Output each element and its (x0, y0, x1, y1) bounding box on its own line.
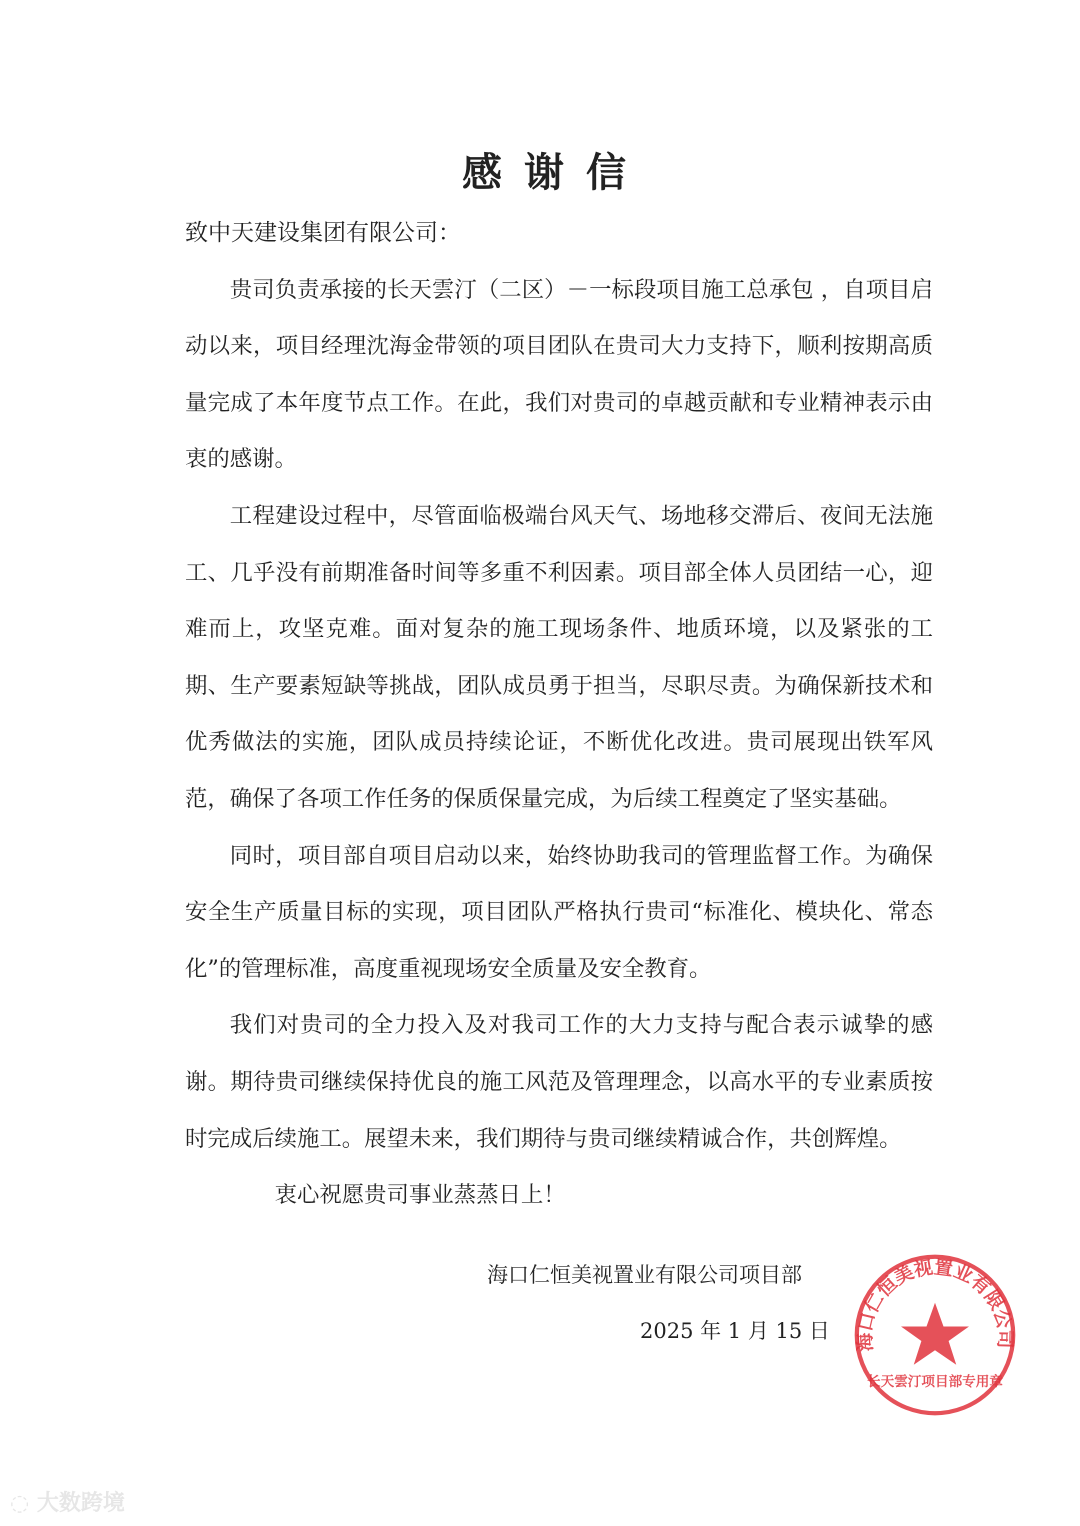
signature: 海口仁恒美视置业有限公司项目部 (487, 1262, 802, 1287)
watermark (10, 1490, 125, 1518)
paragraph: 贵司负责承接的长天雲汀（二区）－一标段项目施工总承包 ，自项目启动以来，项目经理沈海金带领的项目团队在贵司大力支持下，顺利按期高质量完成了本年度节点工作。在此，我们对贵司的卓越贡献和专业精神表示由衷的感谢。 (185, 276, 933, 473)
paragraph: 工程建设过程中，尽管面临极端台风天气、场地移交滞后、夜间无法施工、几乎没有前期准备时间等多重不利因素。项目部全体人员团结一心，迎难而上，攻坚克难。面对复杂的施工现场条件、地质环境，以及紧张的工期、生产要素短缺等挑战，团队成员勇于担当，尽职尽责。为确保新技术和优秀做法的实施，团队成员持续论证，不断优化改进。贵司展现出铁军风范，确保了各项工作任务的保质保量完成，为后续工程奠定了坚实基础。 (185, 502, 933, 812)
paragraph: 同时，项目部自项目启动以来，始终协助我司的管理监督工作。为确保安全生产质量目标的实现，项目团队严格执行贵司“标准化、模块化、常态化”的管理标准，高度重视现场安全质量及安全教育。 (185, 842, 933, 982)
star-icon (901, 1302, 969, 1364)
date: 2025 年 1 月 15 日 (640, 1318, 830, 1343)
letter-flow (185, 205, 1016, 1410)
signature-block (185, 1256, 1016, 1410)
company-seal (850, 1250, 1020, 1420)
seal-outer-text: 海口仁恒美视置业有限公司 (853, 1256, 1016, 1352)
watermark-text: 大数跨境 (36, 1491, 125, 1516)
seal-inner-text: 长天雲汀项目部专用章 (867, 1373, 1003, 1390)
closing: 衷心祝愿贵司事业蒸蒸日上！ (274, 1182, 566, 1209)
watermark-logo-icon: ◌ (10, 1491, 30, 1516)
letter-title: 感谢信 (462, 149, 648, 196)
letter-body (185, 205, 933, 1224)
paragraph: 我们对贵司的全力投入及对我司工作的大力支持与配合表示诚挚的感谢。期待贵司继续保持优良的施工风范及管理理念，以高水平的专业素质按时完成后续施工。展望未来，我们期待与贵司继续精诚合作，共创辉煌。 (185, 1012, 933, 1152)
salutation: 致中天建设集团有限公司： (185, 220, 461, 246)
